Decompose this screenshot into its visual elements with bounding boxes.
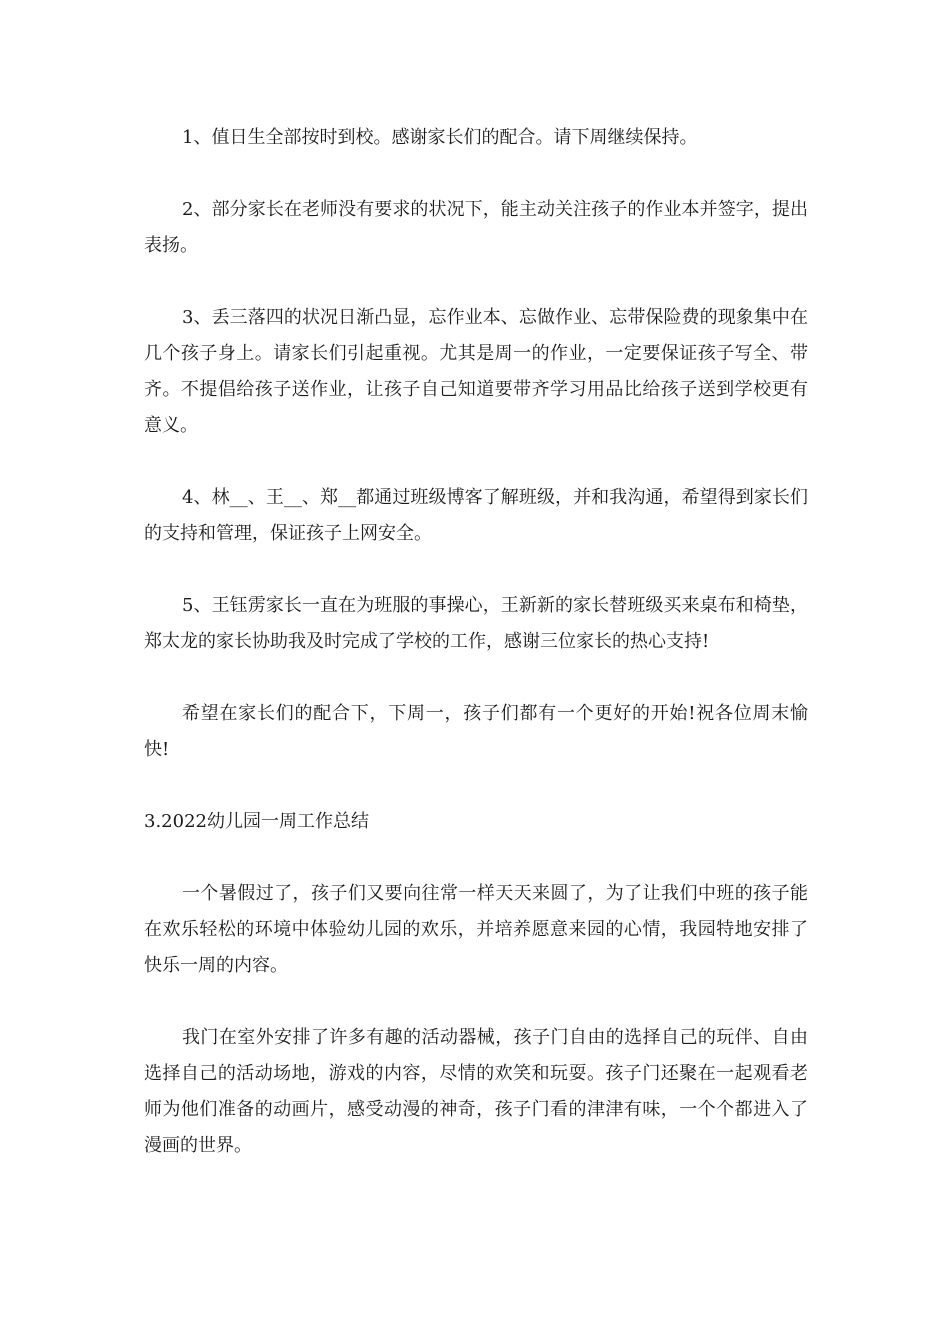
section-heading: 3.2022幼儿园一周工作总结: [144, 811, 369, 832]
section-paragraph-1: 一个暑假过了，孩子们又要向往常一样天天来圆了，为了让我们中班的孩子能在欢乐轻松的环境中体验幼儿园的欢乐，并培养愿意来园的心情，我园特地安排了快乐一周的内容。: [144, 883, 808, 976]
closing-paragraph: 希望在家长们的配合下，下周一，孩子们都有一个更好的开始!祝各位周末愉快!: [144, 703, 808, 760]
section-paragraph-2: 我门在室外安排了许多有趣的活动器械，孩子门自由的选择自己的玩伴、自由选择自己的活动场地，游戏的内容，尽情的欢笑和玩耍。孩子门还聚在一起观看老师为他们准备的动画片，感受动漫的神奇，孩子门看的津津有味，一个个都进入了漫画的世界。: [144, 1027, 808, 1156]
paragraph-item-3: 3、丢三落四的状况日渐凸显，忘作业本、忘做作业、忘带保险费的现象集中在几个孩子身上。请家长们引起重视。尤其是周一的作业，一定要保证孩子写全、带齐。不提倡给孩子送作业，让孩子自己知道要带齐学习用品比给孩子送到学校更有意义。: [144, 307, 808, 436]
paragraph-item-4: 4、林__、王__、郑__都通过班级博客了解班级，并和我沟通，希望得到家长们的支持和管理，保证孩子上网安全。: [144, 487, 808, 544]
paragraph-item-5: 5、王钰雳家长一直在为班服的事操心，王新新的家长替班级买来桌布和椅垫，郑太龙的家长协助我及时完成了学校的工作，感谢三位家长的热心支持!: [144, 595, 808, 652]
paragraph-item-2: 2、部分家长在老师没有要求的状况下，能主动关注孩子的作业本并签字，提出表扬。: [144, 199, 808, 256]
document-body: [144, 120, 808, 1200]
paragraph-item-1: 1、值日生全部按时到校。感谢家长们的配合。请下周继续保持。: [182, 127, 698, 148]
